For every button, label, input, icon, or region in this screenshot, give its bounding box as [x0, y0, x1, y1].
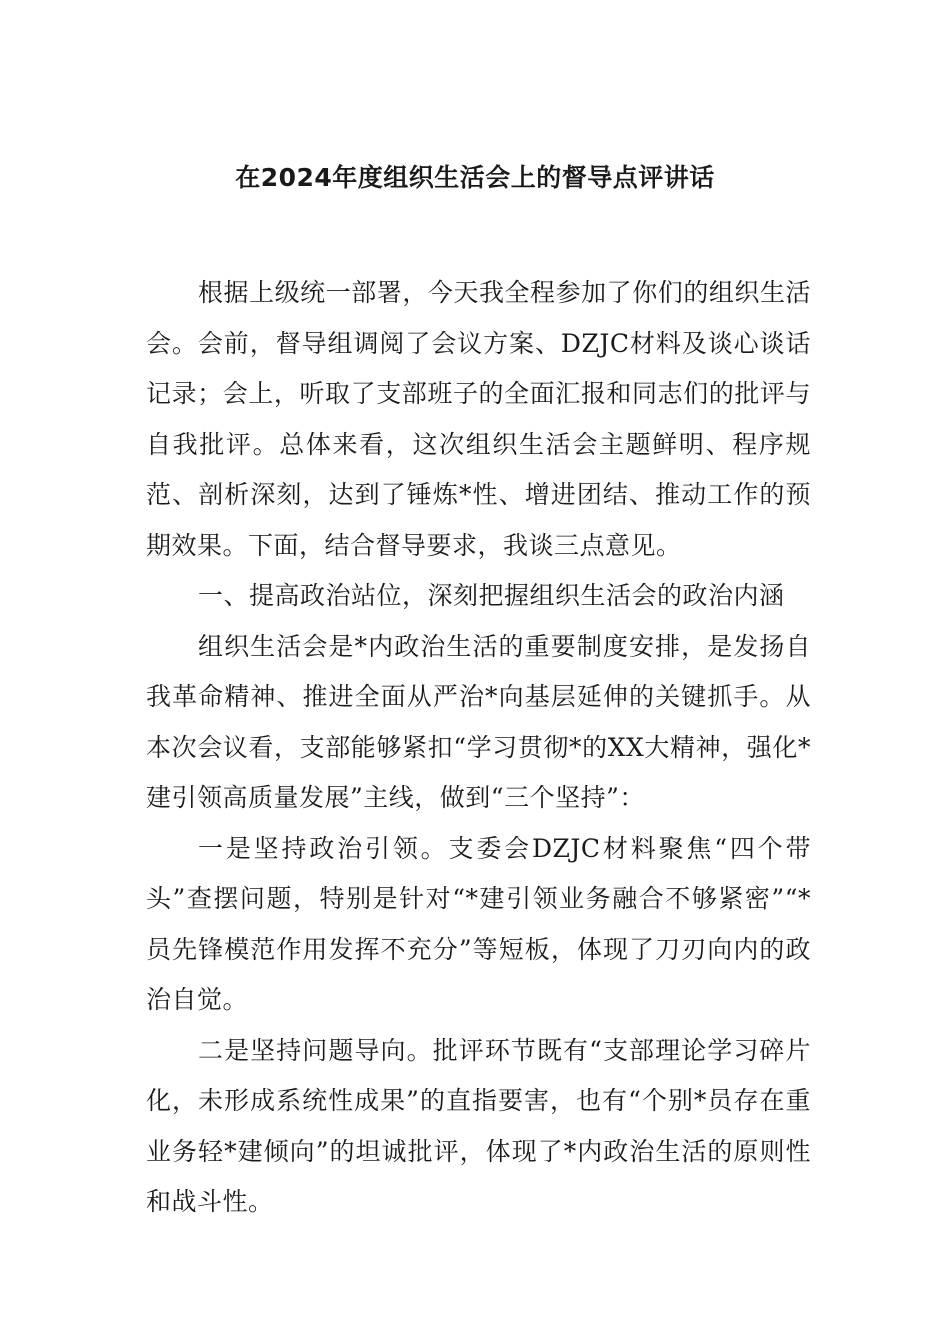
paragraph-point-1: 一是坚持政治引领。支委会DZJC材料聚焦“四个带头”查摆问题，特别是针对“*建引领业务融合不够紧密”“*员先锋模范作用发挥不充分”等短板，体现了刀刃向内的政治自觉。: [146, 833, 811, 1014]
paragraph-point-2: 二是坚持问题导向。批评环节既有“支部理论学习碎片化，未形成系统性成果”的直指要害，也有“个别*员存在重业务轻*建倾向”的坦诚批评，体现了*内政治生活的原则性和战斗性。: [146, 1035, 811, 1216]
paragraph-section-1: 组织生活会是*内政治生活的重要制度安排，是发扬自我革命精神、推进全面从严治*向基层延伸的关键抓手。从本次会议看，支部能够紧扣“学习贯彻*的XX大精神，强化*建引领高质量发展”主线，做到“三个坚持”：: [146, 631, 811, 812]
section-heading-1: 一、提高政治站位，深刻把握组织生活会的政治内涵: [198, 581, 785, 610]
document-title: 在2024年度组织生活会上的督导点评讲话: [235, 163, 715, 192]
paragraph-intro: 根据上级统一部署，今天我全程参加了你们的组织生活会。会前，督导组调阅了会议方案、DZJC材料及谈心谈话记录；会上，听取了支部班子的全面汇报和同志们的批评与自我批评。总体来看，这次组织生活会主题鲜明、程序规范、剖析深刻，达到了锤炼*性、增进团结、推动工作的预期效果。下面，结合督导要求，我谈三点意见。: [146, 278, 811, 560]
document-body: [146, 268, 811, 1228]
